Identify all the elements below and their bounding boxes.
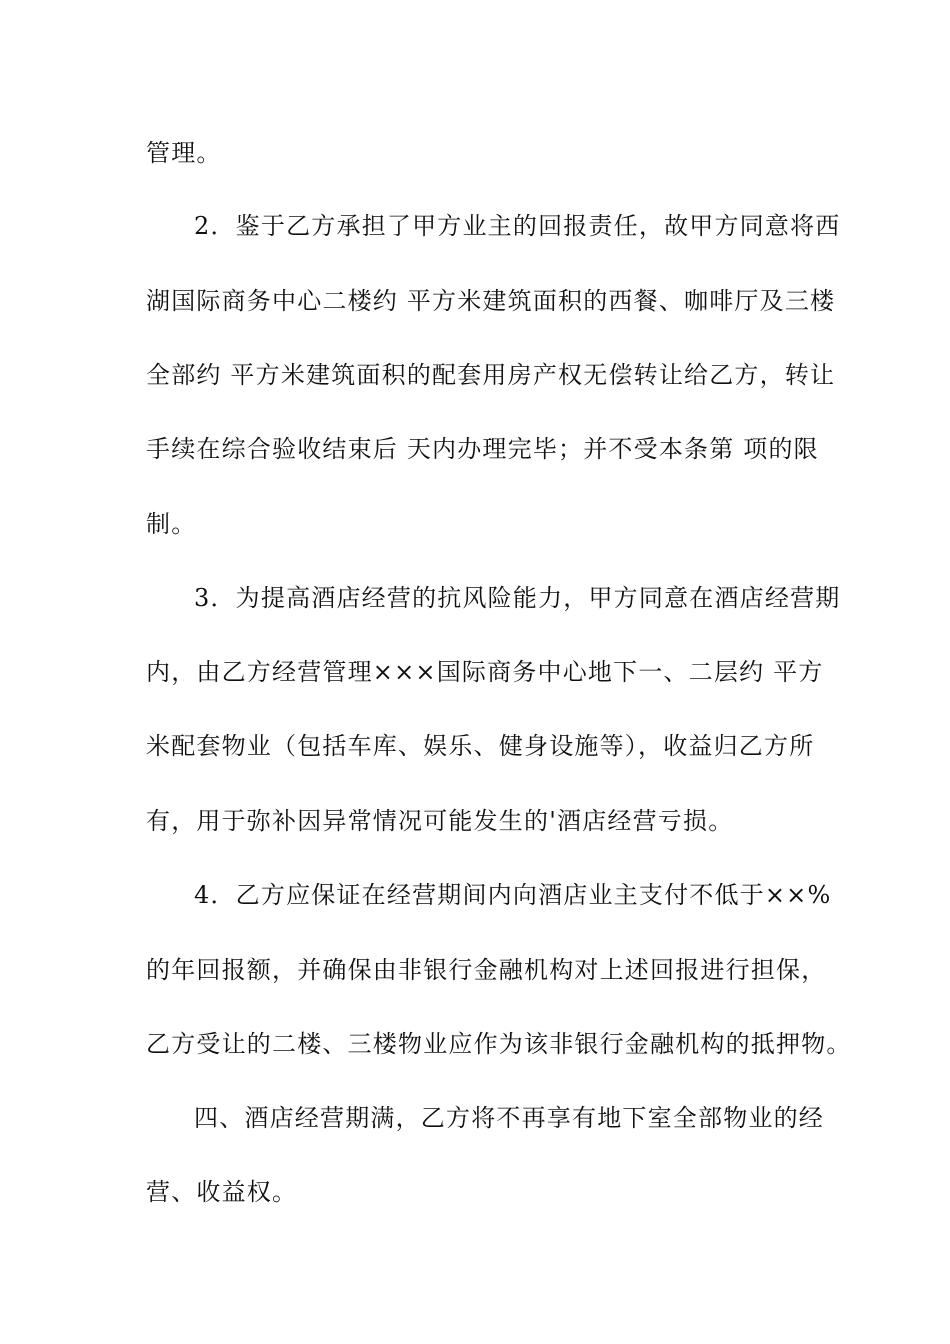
text-line-14: 四、酒店经营期满，乙方将不再享有地下室全部物业的经 xyxy=(194,1104,824,1132)
text-line-11: 4．乙方应保证在经营期间内向酒店业主支付不低于××% xyxy=(194,881,832,909)
text-line-6: 制。 xyxy=(146,510,197,538)
text-line-4: 全部约 平方米建筑面积的配套用房产权无偿转让给乙方，转让 xyxy=(146,361,836,389)
text-line-1: 管理。 xyxy=(146,139,222,167)
text-line-8: 内，由乙方经营管理×××国际商务中心地下一、二层约 平方 xyxy=(146,658,824,686)
text-line-2: 2．鉴于乙方承担了甲方业主的回报责任，故甲方同意将西 xyxy=(194,212,841,240)
text-line-12: 的年回报额，并确保由非银行金融机构对上述回报进行担保， xyxy=(146,956,827,984)
text-line-3: 湖国际商务中心二楼约 平方米建筑面积的西餐、咖啡厅及三楼 xyxy=(146,287,836,315)
text-line-7: 3．为提高酒店经营的抗风险能力，甲方同意在酒店经营期 xyxy=(194,584,841,612)
text-line-10: 有，用于弥补因异常情况可能发生的'酒店经营亏损。 xyxy=(146,807,734,835)
text-line-5: 手续在综合验收结束后 天内办理完毕；并不受本条第 项的限 xyxy=(146,435,819,463)
text-line-13: 乙方受让的二楼、三楼物业应作为该非银行金融机构的抵押物。 xyxy=(146,1030,852,1058)
text-line-9: 米配套物业（包括车库、娱乐、健身设施等），收益归乙方所 xyxy=(146,732,815,760)
text-line-15: 营、收益权。 xyxy=(146,1178,298,1206)
